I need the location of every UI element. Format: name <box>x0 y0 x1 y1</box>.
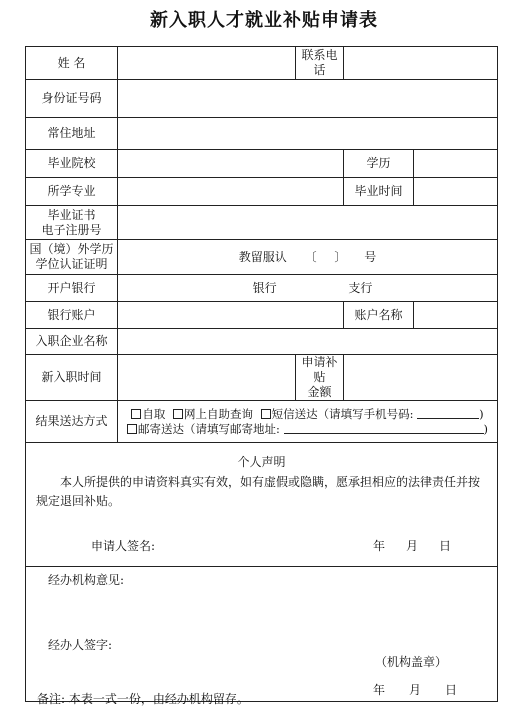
footnote: 备注: 本表一式一份，由经办机构留存。 <box>37 692 249 706</box>
subsidy-field[interactable] <box>344 355 498 401</box>
bank-label: 开户银行 <box>26 275 118 302</box>
account-label: 银行账户 <box>26 302 118 329</box>
grad-time-field[interactable] <box>414 178 498 206</box>
agency-signature-label: 经办人签字: <box>48 638 113 652</box>
application-form-table <box>25 46 498 702</box>
agency-seal-label: （机构盖章） <box>375 655 448 669</box>
declaration-title: 个人声明 <box>237 455 286 469</box>
grad-time-label: 毕业时间 <box>344 178 414 206</box>
company-label: 入职企业名称 <box>26 329 118 355</box>
phone-field[interactable] <box>344 47 498 80</box>
foreign-cert-field[interactable]: 教留服认 〔 〕 号 <box>118 240 498 275</box>
account-name-label: 账户名称 <box>344 302 414 329</box>
foreign-cert-label: 国（境）外学历 学位认证证明 <box>26 240 118 275</box>
entry-time-field[interactable] <box>118 355 296 401</box>
delivery-label: 结果送达方式 <box>26 401 118 443</box>
applicant-signature-label: 申请人签名: <box>91 539 156 553</box>
agency-opinion-label: 经办机构意见: <box>48 573 125 587</box>
entry-time-label: 新入职时间 <box>26 355 118 401</box>
declaration-date: 年 月 日 <box>373 539 452 553</box>
account-name-field[interactable] <box>414 302 498 329</box>
branch-suffix: 支行 <box>348 280 373 295</box>
address-blank[interactable] <box>284 422 484 434</box>
degree-field[interactable] <box>414 150 498 178</box>
company-field[interactable] <box>118 329 498 355</box>
name-field[interactable] <box>118 47 296 80</box>
phone-blank[interactable] <box>417 407 479 419</box>
major-field[interactable] <box>118 178 344 206</box>
online-checkbox[interactable] <box>173 409 183 419</box>
account-field[interactable] <box>118 302 344 329</box>
school-label: 毕业院校 <box>26 150 118 178</box>
cert-number-field[interactable] <box>118 206 498 240</box>
bank-field[interactable] <box>118 275 498 302</box>
agency-date: 年 月 日 <box>373 683 458 697</box>
major-label: 所学专业 <box>26 178 118 206</box>
id-number-field[interactable] <box>118 80 498 118</box>
school-field[interactable] <box>118 150 344 178</box>
mail-checkbox[interactable] <box>127 424 137 434</box>
subsidy-label: 申请补贴 金额 <box>296 355 344 401</box>
name-label: 姓 名 <box>26 47 118 80</box>
address-label: 常住地址 <box>26 118 118 150</box>
declaration-section <box>26 443 498 567</box>
degree-label: 学历 <box>344 150 414 178</box>
delivery-options: 自取 网上自助查询 短信送达（请填写手机号码: ) 邮寄送达（请填写邮寄地址: ) <box>118 401 498 443</box>
phone-label: 联系电话 <box>296 47 344 80</box>
declaration-body: 本人所提供的申请资料真实有效，如有虚假或隐瞒，愿承担相应的法律责任并按规定退回补贴。 <box>36 475 481 508</box>
bank-suffix: 银行 <box>252 280 277 295</box>
form-title: 新入职人才就业补贴申请表 <box>150 10 378 31</box>
id-number-label: 身份证号码 <box>26 80 118 118</box>
address-field[interactable] <box>118 118 498 150</box>
sms-checkbox[interactable] <box>261 409 271 419</box>
cert-number-label: 毕业证书 电子注册号 <box>26 206 118 240</box>
pickup-checkbox[interactable] <box>131 409 141 419</box>
agency-section <box>26 567 498 702</box>
